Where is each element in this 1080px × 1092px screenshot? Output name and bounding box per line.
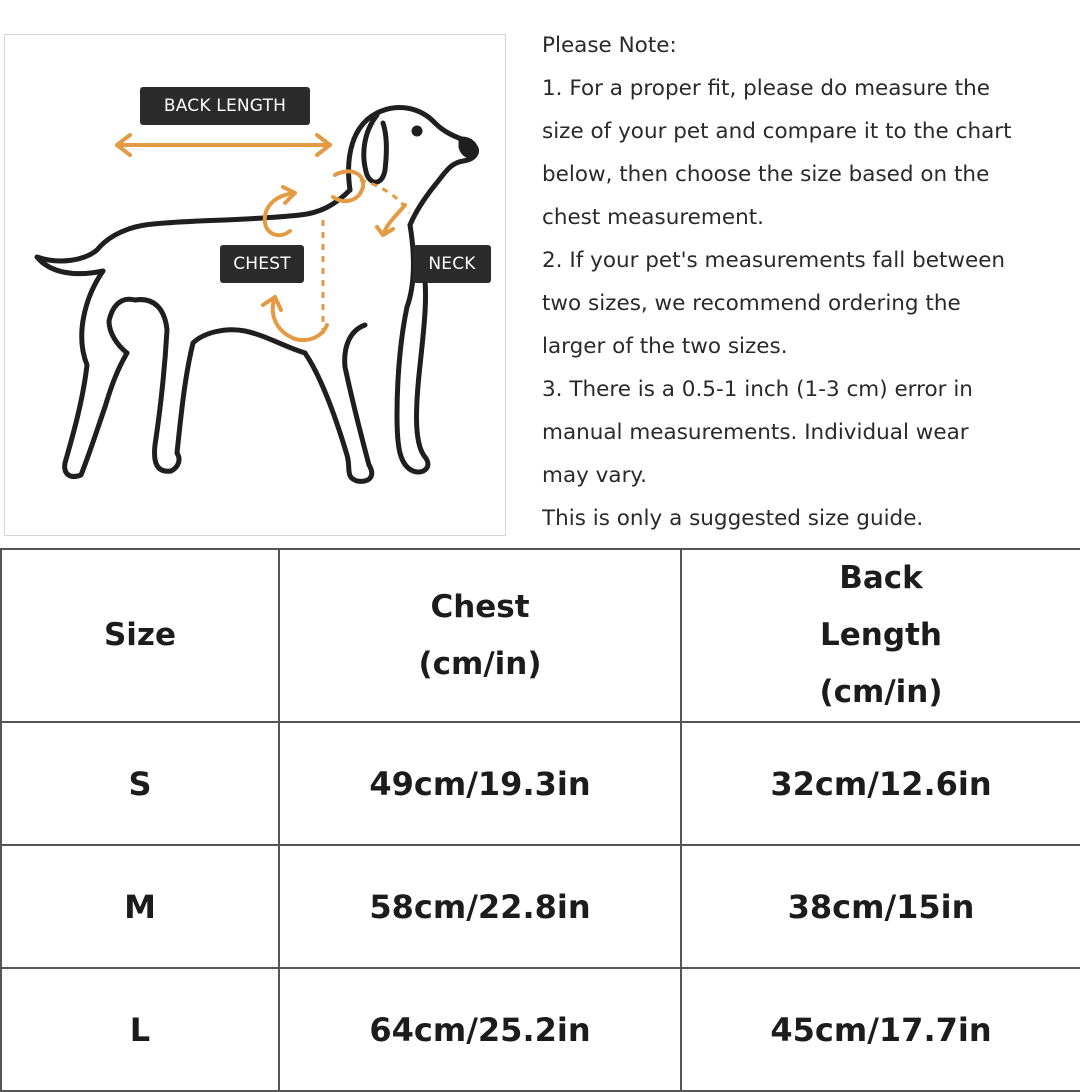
size-chart-table (0, 548, 1080, 1092)
chest-label: CHEST (220, 245, 304, 283)
header-back-label: Back (839, 560, 923, 596)
chest-cell: 64cm/25.2in (279, 968, 681, 1091)
notes-line: 2. If your pet's measurements fall between (542, 248, 1006, 273)
notes-heading: Please Note: (542, 33, 677, 58)
chest-cell: 49cm/19.3in (279, 722, 681, 845)
header-chest (279, 549, 681, 722)
notes-line: chest measurement. (542, 205, 764, 230)
size-cell: S (1, 722, 279, 845)
notes-line: manual measurements. Individual wear (542, 420, 969, 445)
table-row (1, 968, 1080, 1091)
size-cell: M (1, 845, 279, 968)
neck-label: NECK (413, 245, 491, 283)
header-back-unit: (cm/in) (819, 674, 943, 710)
notes-line: This is only a suggested size guide. (542, 506, 924, 531)
header-size-label: Size (103, 617, 177, 653)
notes-line: 1. For a proper fit, please do measure the (542, 76, 990, 101)
header-length-label: Length (820, 617, 942, 653)
header-size (1, 549, 279, 722)
notes-line: size of your pet and compare it to the chart (542, 119, 1012, 144)
back-length-cell: 32cm/12.6in (681, 722, 1080, 845)
notes-line: may vary. (542, 463, 647, 488)
notes-line: two sizes, we recommend ordering the (542, 291, 961, 316)
notes-line: 3. There is a 0.5-1 inch (1-3 cm) error in (542, 377, 973, 402)
table-row (1, 845, 1080, 968)
chest-cell: 58cm/22.8in (279, 845, 681, 968)
table-row (1, 722, 1080, 845)
size-notes (542, 28, 1080, 544)
table-header-row (1, 549, 1080, 722)
back-length-cell: 38cm/15in (681, 845, 1080, 968)
notes-line: below, then choose the size based on the (542, 162, 990, 187)
notes-line: larger of the two sizes. (542, 334, 788, 359)
dog-measurement-diagram (4, 34, 506, 536)
back-length-cell: 45cm/17.7in (681, 968, 1080, 1091)
size-cell: L (1, 968, 279, 1091)
back-length-label: BACK LENGTH (140, 87, 310, 125)
header-chest-unit: (cm/in) (418, 645, 542, 682)
header-chest-label: Chest (430, 588, 530, 625)
header-back-length (681, 549, 1080, 722)
